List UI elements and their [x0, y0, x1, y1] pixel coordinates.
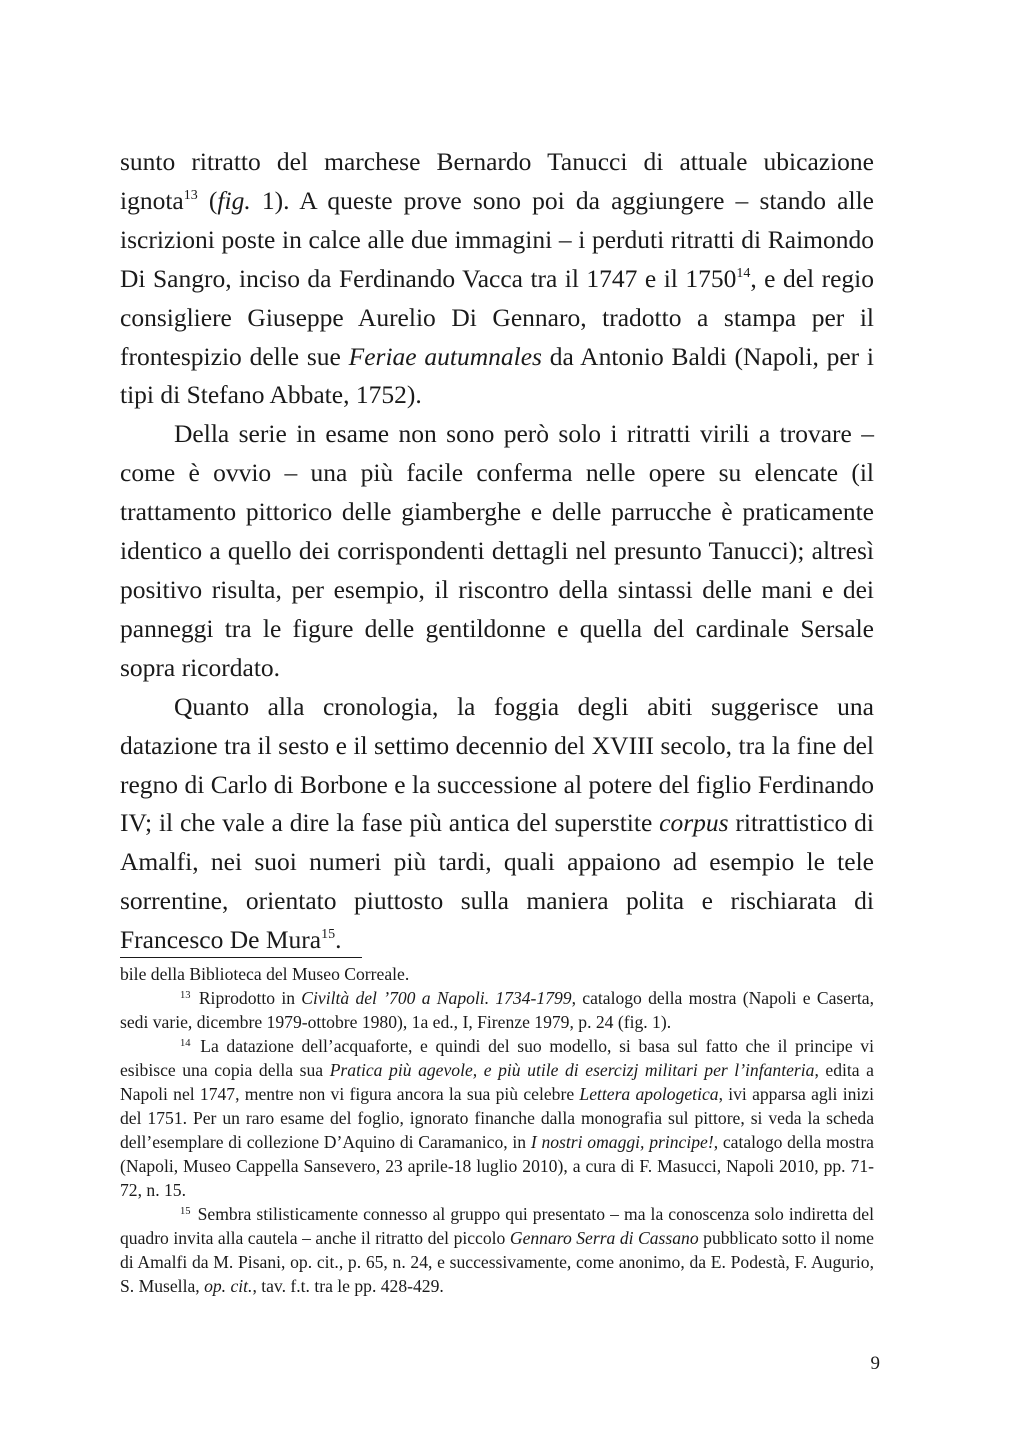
italic-title: op. cit.	[204, 1276, 253, 1296]
paragraph-1	[120, 143, 874, 415]
text-run: sunto ritratto del marchese Bernardo Tanucci di attuale ubicazione ignota	[120, 147, 874, 215]
text-run: (	[197, 185, 218, 215]
footnote-14	[120, 1034, 874, 1202]
text-run: 1). A queste prove sono poi da aggiungere – stando alle iscrizioni poste in calce alle due immagini – i perduti ritratti di Raimondo Di Sangro, inciso da Ferdinando Vacca tra il 1747 e il 1750	[120, 185, 874, 293]
italic-title: Gennaro Serra di Cassano	[509, 1228, 699, 1248]
text-run: , edita a Napoli nel 1747, mentre non vi figura ancora la sua più celebre	[120, 1060, 874, 1104]
text-run: La datazione dell’acquaforte, e quindi del suo modello, si basa sul fatto che il principe vi esibisce una copia della sua	[120, 1036, 874, 1080]
italic-title: Civiltà del ’700 a Napoli. 1734-1799	[301, 988, 572, 1008]
italic-title: Lettera apologetica	[579, 1084, 719, 1104]
text-run: Sembra stilisticamente connesso al gruppo qui presentato – ma la conoscenza solo indiretta del quadro invita alla cautela – anche il ritratto del piccolo	[120, 1204, 874, 1248]
text-run: Riprodotto in	[192, 988, 302, 1008]
footnote-15	[120, 1202, 874, 1298]
italic-title: Feriae autumnales	[348, 341, 542, 371]
footnote-ref-13: 13	[183, 188, 198, 204]
footnote-13	[120, 986, 874, 1034]
text-run: pubblicato sotto il nome di Amalfi da M. Pisani, op. cit., p. 65, n. 24, e successivamente, come anonimo, da E. Podestà, F. Augurio, S. Musella,	[120, 1228, 874, 1296]
footnote-number: 14	[180, 1037, 191, 1049]
footnote-number: 13	[180, 989, 191, 1001]
text-run: , ivi apparsa agli inizi del 1751. Per un raro esame del foglio, ignorato finanche dalla monografia sul pittore, si veda la scheda dell’esemplare di collezione D’Aquino di Caramanico, in	[120, 1084, 874, 1152]
italic-title: Pratica più agevole, e più utile di esercizj militari per l’infanteria	[329, 1060, 815, 1080]
footnotes	[120, 962, 874, 1298]
text-run: da Antonio Baldi (Napoli, per i tipi di Stefano Abbate, 1752).	[120, 341, 874, 410]
figure-ref: fig.	[217, 185, 251, 215]
main-text	[120, 143, 874, 960]
text-run: , catalogo della mostra (Napoli e Caserta, sedi varie, dicembre 1979-ottobre 1980), 1a ed., I, Firenze 1979, p. 24 (fig. 1).	[120, 988, 874, 1032]
italic-title: I nostri omaggi, principe!	[530, 1132, 714, 1152]
footnote-continuation: bile della Biblioteca del Museo Correale.	[120, 964, 410, 984]
footnote-separator	[120, 957, 362, 958]
text-run: ritrattistico di Amalfi, nei suoi numeri più tardi, quali appaiono ad esempio le tele sorrentine, orientato piuttosto sulla maniera polita e rischiarata di Francesco De Mura	[120, 808, 874, 955]
footnote-number: 15	[180, 1205, 191, 1217]
text-run: , e del regio consigliere Giuseppe Aurelio Di Gennaro, tradotto a stampa per il frontespizio delle sue	[120, 263, 874, 371]
text-run: , catalogo della mostra (Napoli, Museo Cappella Sansevero, 23 aprile-18 luglio 2010), a cura di F. Masucci, Napoli 2010, pp. 71-72, n. 15.	[120, 1132, 874, 1200]
paragraph-3	[120, 688, 874, 960]
paragraph-2: Della serie in esame non sono però solo i ritratti virili a trovare – come è ovvio – una più facile conferma nelle opere su elencate (il trattamento pittorico delle giamberghe e delle parrucche è praticamente identico a quello dei corrispondenti dettagli nel presunto Tanucci); altresì positivo risulta, per esempio, il riscontro della sintassi delle mani e dei panneggi tra le figure delle gentildonne e quella del cardinale Sersale sopra ricordato.	[120, 419, 874, 682]
text-run: .	[335, 925, 342, 955]
footnote-ref-15: 15	[321, 927, 336, 943]
text-run: Quanto alla cronologia, la foggia degli abiti suggerisce una datazione tra il sesto e il settimo decennio del XVIII secolo, tra la fine del regno di Carlo di Borbone e la successione al potere del figlio Ferdinando IV; il che vale a dire la fase più antica del superstite	[120, 691, 874, 838]
page-number: 9	[870, 1353, 880, 1374]
italic-term: corpus	[659, 808, 729, 838]
text-run: , tav. f.t. tra le pp. 428-429.	[252, 1276, 444, 1296]
footnote-ref-14: 14	[736, 265, 751, 281]
